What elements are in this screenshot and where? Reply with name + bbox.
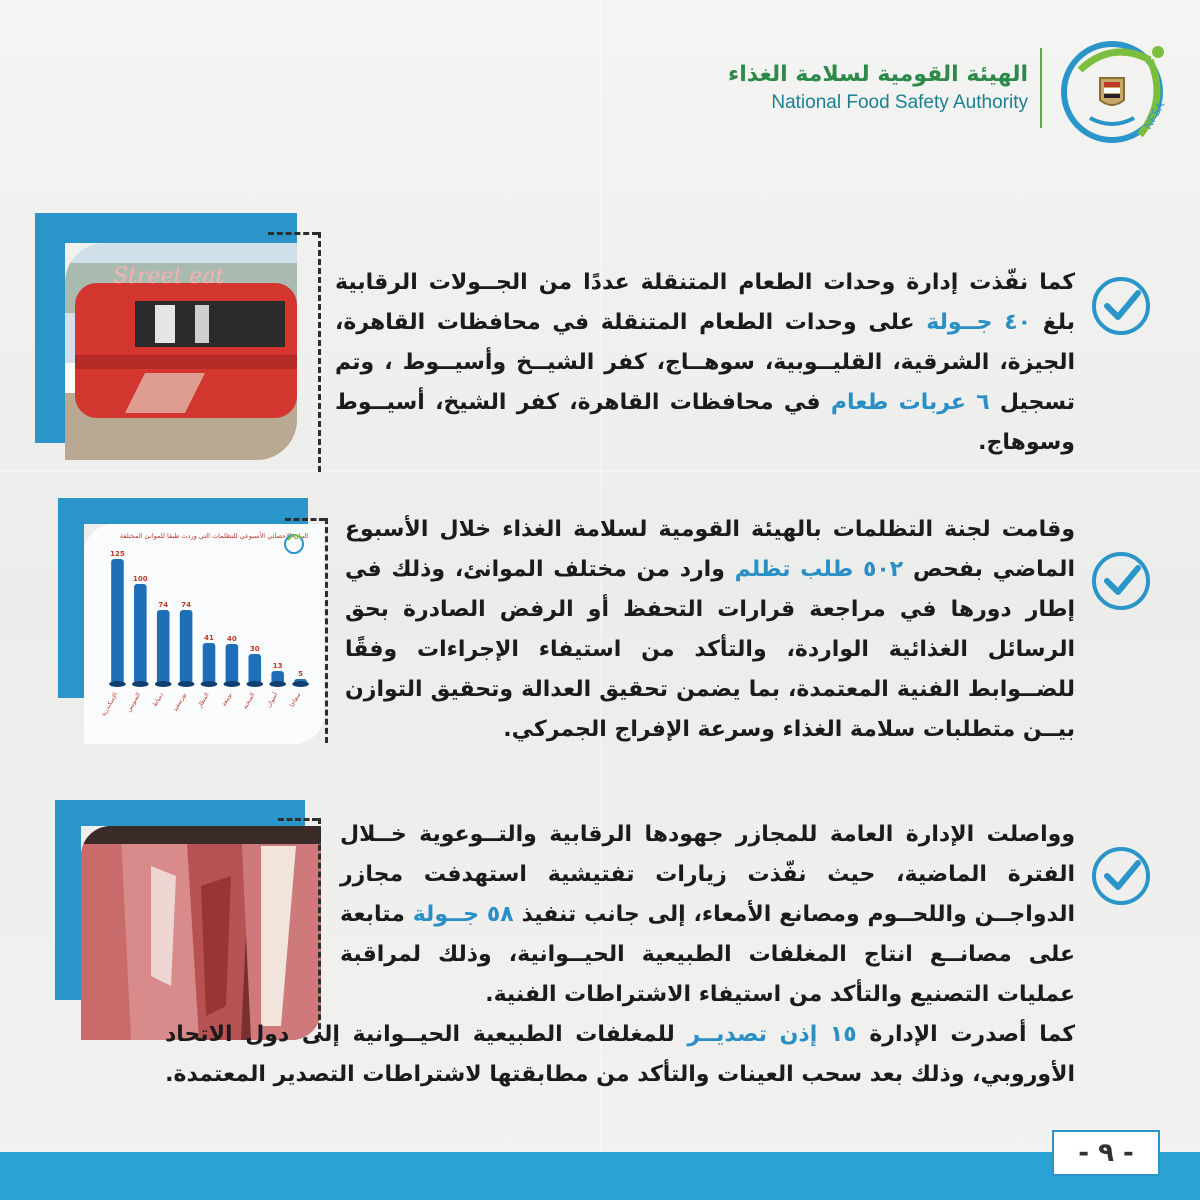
highlight-tours: ٤٠ جــولة	[926, 310, 1032, 335]
chart-value-label: 74	[181, 601, 191, 609]
chart-value-label: 125	[110, 550, 125, 558]
paragraph-grievances	[345, 510, 1075, 750]
photo-accent-bar	[58, 498, 308, 524]
text-run: متابعة على مصانــع انتاج المغلفات الطبيعية الحيــوانية، وذلك لمراقبة عمليات التصنيع والتأكد من استيفاء الاشتراطات الفنية.	[340, 902, 1075, 1007]
highlight-food-trucks: ٦ عربات طعام	[830, 390, 990, 415]
text-run: وواصلت الإدارة العامة للمجازر جهودها الرقابية والتــوعوية خــلال الفترة الماضية، حيث نفّذت زيارات تفتيشية استهدفت مجازر الدواجــن واللحــوم ومصانع الأمعاء، إلى جانب تنفيذ	[340, 822, 1076, 927]
chart-bar	[180, 610, 193, 684]
complaints-chart	[84, 524, 324, 744]
chart-category-label: بورسعيد	[171, 691, 188, 713]
chart-category-label: سفاجا	[288, 691, 303, 709]
chart-bar-base	[269, 681, 286, 687]
page-number: - ٩ -	[1052, 1130, 1160, 1176]
chart-value-label: 40	[227, 635, 237, 643]
dashed-divider	[278, 818, 318, 821]
chart-bar	[111, 559, 124, 684]
chart-bar-base	[292, 681, 309, 687]
chart-value-label: 5	[298, 670, 303, 678]
photo-accent-bar	[35, 213, 65, 443]
chart-category-label: المطار	[196, 691, 211, 710]
text-run: في محافظات القاهرة، كفر الشيخ، أسيــوط وسوهاج.	[335, 390, 1075, 455]
chart-bar-base	[224, 681, 241, 687]
text-run: للمغلفات الطبيعية الحيــوانية إلى دول الاتحاد الأوروبي، وذلك بعد سحب العينات والتأكد من مطابقتها لاشتراطات التصدير المعتمدة.	[165, 1022, 1075, 1087]
chart-category-label: نويبعة	[220, 691, 234, 708]
truck-sign-text: Street eat	[113, 264, 225, 289]
paragraph-export-permits	[165, 1015, 1075, 1095]
chart-bar	[134, 584, 147, 684]
dashed-divider	[285, 518, 325, 521]
dashed-divider	[268, 232, 318, 235]
dashed-divider	[325, 518, 328, 743]
chart-bar-base	[155, 681, 172, 687]
checkmark-icon	[1090, 845, 1152, 907]
chart-category-label: السخنة	[241, 691, 257, 711]
dashed-divider	[318, 232, 321, 472]
header-divider	[1040, 48, 1042, 128]
footer-bar	[0, 1152, 1200, 1200]
chart-value-label: 41	[204, 634, 214, 642]
photo-accent-bar	[55, 800, 305, 826]
text-run: على وحدات الطعام المتنقلة في محافظات القاهرة، الجيزة، الشرقية، القليــوبية، سوهــاج، كفر الشيــخ وأسيــوط ، وتم تسجيل	[335, 310, 1076, 415]
org-name-arabic: الهيئة القومية لسلامة الغذاء	[727, 62, 1028, 87]
chart-category-label: أسوان	[265, 691, 280, 709]
food-truck-photo	[65, 243, 297, 460]
text-run: كما أصدرت الإدارة	[856, 1022, 1076, 1047]
checkmark-icon	[1090, 275, 1152, 337]
text-run: وارد من مختلف الموانئ، وذلك في إطار دورها في مراجعة قرارات التحفظ أو الرفض الصادرة بحق الرسائل الغذائية الواردة، والتأكد من استيفاء الإجراءات وفقًا للضــوابط الفنية المعتمدة، بما يضمن تحقيق العدالة وتحقيق التوازن بيــن متطلبات سلامة الغذاء وسرعة الإفراج الجمركي.	[345, 557, 1075, 742]
highlight-tours: ٥٨ جــولة	[412, 902, 514, 927]
chart-category-label: الإسكندرية	[100, 691, 120, 718]
chart-title: البيان الاحصائي الأسبوعي للتظلمات التي وردت طبقا للموانئ المختلفة	[119, 532, 309, 540]
org-name-english: National Food Safety Authority	[771, 92, 1028, 113]
chart-bar-base	[178, 681, 195, 687]
chart-value-label: 100	[133, 575, 148, 583]
chart-bar	[157, 610, 170, 684]
text-run: كما نفّذت إدارة وحدات الطعام المتنقلة عددًا من الجــولات الرقابية بلغ	[335, 270, 1075, 335]
chart-bar-base	[132, 681, 149, 687]
chart-bar-base	[109, 681, 126, 687]
highlight-permits: ١٥ إذن تصديــر	[687, 1022, 857, 1047]
text-run: وقامت لجنة التظلمات بالهيئة القومية لسلامة الغذاء خلال الأسبوع الماضي بفحص	[345, 517, 1075, 582]
checkmark-icon	[1090, 550, 1152, 612]
chart-bar	[226, 644, 239, 684]
chart-bar-base	[201, 681, 218, 687]
chart-value-label: 13	[272, 662, 283, 670]
logo-text: NFSA	[1142, 100, 1168, 132]
chart-category-label: السويس	[125, 691, 143, 714]
chart-bar	[203, 643, 216, 684]
photo-accent-bar	[35, 213, 297, 243]
chart-value-label: 30	[249, 645, 260, 653]
meat-photo	[81, 826, 321, 1040]
highlight-requests: ٥٠٢ طلب تظلم	[734, 557, 904, 582]
chart-bar	[248, 654, 261, 684]
chart-bar-base	[246, 681, 263, 687]
photo-accent-bar	[55, 800, 81, 1000]
photo-accent-bar	[58, 498, 84, 698]
chart-value-label: 74	[158, 601, 169, 609]
dashed-divider	[318, 818, 321, 1038]
nfsa-logo	[1050, 30, 1180, 150]
chart-category-label: دمياط	[151, 691, 165, 709]
paragraph-slaughterhouses	[340, 815, 1075, 1015]
paragraph-mobile-food-units	[335, 263, 1075, 463]
